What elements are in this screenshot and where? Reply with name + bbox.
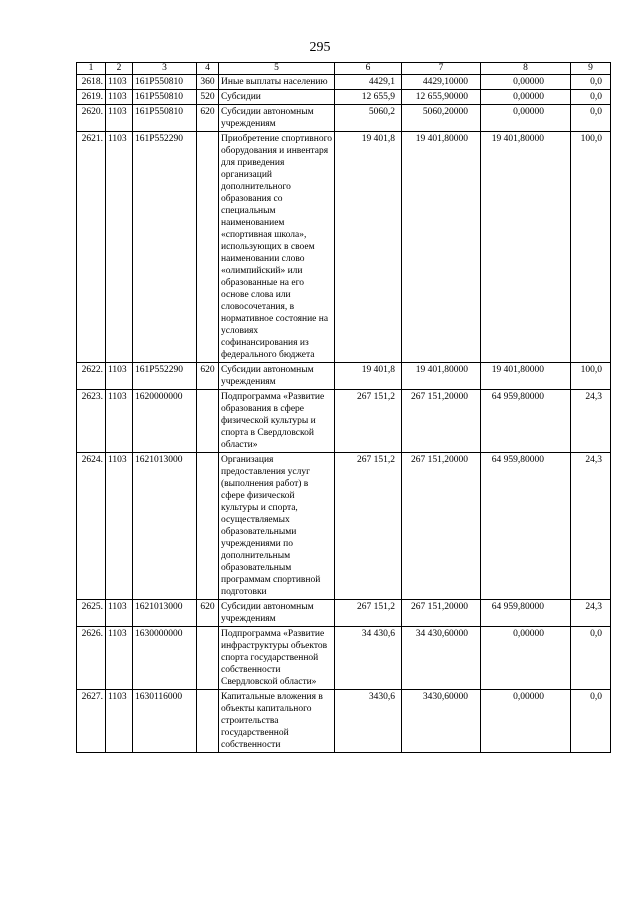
row-number-cell: 2621.	[77, 132, 106, 363]
percent-cell: 24,3	[571, 390, 611, 453]
item-name-cell: Капитальные вложения в объекты капитального строительства государственной собственности	[219, 690, 335, 753]
item-name-cell: Субсидии автономным учреждениям	[219, 105, 335, 132]
approved-amount-cell: 267 151,2	[335, 390, 402, 453]
row-number-cell: 2619.	[77, 90, 106, 105]
expense-type-cell	[197, 627, 219, 690]
target-code-cell: 1630116000	[133, 690, 197, 753]
section-code-cell: 1103	[106, 390, 133, 453]
expense-type-cell	[197, 132, 219, 363]
expense-type-cell	[197, 690, 219, 753]
expense-type-cell: 520	[197, 90, 219, 105]
item-name-cell: Подпрограмма «Развитие образования в сфере физической культуры и спорта в Свердловской области»	[219, 390, 335, 453]
target-code-cell: 1630000000	[133, 627, 197, 690]
executed-amount-cell: 0,00000	[481, 627, 571, 690]
executed-amount-cell: 0,00000	[481, 75, 571, 90]
percent-cell: 100,0	[571, 363, 611, 390]
target-code-cell: 161P550810	[133, 90, 197, 105]
expense-type-cell: 620	[197, 105, 219, 132]
header-cell: 3	[133, 63, 197, 75]
approved-amount-cell: 267 151,2	[335, 453, 402, 600]
header-row	[77, 63, 611, 75]
executed-amount-cell: 0,00000	[481, 90, 571, 105]
item-name-cell: Субсидии автономным учреждениям	[219, 363, 335, 390]
table-row	[77, 105, 611, 132]
executed-amount-cell: 64 959,80000	[481, 453, 571, 600]
item-name-cell: Субсидии	[219, 90, 335, 105]
approved-amount-cell: 267 151,2	[335, 600, 402, 627]
planned-amount-cell: 19 401,80000	[402, 363, 481, 390]
executed-amount-cell: 0,00000	[481, 690, 571, 753]
approved-amount-cell: 19 401,8	[335, 363, 402, 390]
header-cell: 6	[335, 63, 402, 75]
row-number-cell: 2625.	[77, 600, 106, 627]
section-code-cell: 1103	[106, 90, 133, 105]
row-number-cell: 2626.	[77, 627, 106, 690]
expense-type-cell	[197, 390, 219, 453]
percent-cell: 0,0	[571, 105, 611, 132]
planned-amount-cell: 3430,60000	[402, 690, 481, 753]
planned-amount-cell: 19 401,80000	[402, 132, 481, 363]
expense-type-cell: 620	[197, 600, 219, 627]
table-row	[77, 132, 611, 363]
section-code-cell: 1103	[106, 600, 133, 627]
target-code-cell: 1621013000	[133, 453, 197, 600]
section-code-cell: 1103	[106, 363, 133, 390]
percent-cell: 0,0	[571, 690, 611, 753]
target-code-cell: 161P552290	[133, 132, 197, 363]
expense-type-cell: 360	[197, 75, 219, 90]
expense-type-cell: 620	[197, 363, 219, 390]
approved-amount-cell: 5060,2	[335, 105, 402, 132]
percent-cell: 0,0	[571, 627, 611, 690]
row-number-cell: 2620.	[77, 105, 106, 132]
section-code-cell: 1103	[106, 105, 133, 132]
percent-cell: 0,0	[571, 90, 611, 105]
item-name-cell: Приобретение спортивного оборудования и инвентаря для приведения организаций дополнительного образования со специальным наименованием «спортивная школа», использующих в своем наименовании слово «олимпийский» или образованные на его основе слова или словосочетания, в нормативное состояние на условиях софинансирования из федерального бюджета	[219, 132, 335, 363]
planned-amount-cell: 34 430,60000	[402, 627, 481, 690]
planned-amount-cell: 267 151,20000	[402, 390, 481, 453]
item-name-cell: Подпрограмма «Развитие инфраструктуры объектов спорта государственной собственности Свердловской области»	[219, 627, 335, 690]
table-row	[77, 627, 611, 690]
executed-amount-cell: 64 959,80000	[481, 600, 571, 627]
item-name-cell: Иные выплаты населению	[219, 75, 335, 90]
row-number-cell: 2624.	[77, 453, 106, 600]
item-name-cell: Организация предоставления услуг (выполнения работ) в сфере физической культуры и спорта, осуществляемых образовательными учреждениями по дополнительным образовательным программам спортивной подготовки	[219, 453, 335, 600]
section-code-cell: 1103	[106, 690, 133, 753]
percent-cell: 24,3	[571, 600, 611, 627]
planned-amount-cell: 267 151,20000	[402, 600, 481, 627]
row-number-cell: 2622.	[77, 363, 106, 390]
header-cell: 1	[77, 63, 106, 75]
approved-amount-cell: 4429,1	[335, 75, 402, 90]
percent-cell: 24,3	[571, 453, 611, 600]
target-code-cell: 161P550810	[133, 105, 197, 132]
section-code-cell: 1103	[106, 75, 133, 90]
table-row	[77, 453, 611, 600]
header-cell: 2	[106, 63, 133, 75]
approved-amount-cell: 12 655,9	[335, 90, 402, 105]
page-number: 295	[309, 40, 331, 55]
header-cell: 5	[219, 63, 335, 75]
percent-cell: 0,0	[571, 75, 611, 90]
percent-cell: 100,0	[571, 132, 611, 363]
section-code-cell: 1103	[106, 453, 133, 600]
target-code-cell: 1620000000	[133, 390, 197, 453]
planned-amount-cell: 5060,20000	[402, 105, 481, 132]
section-code-cell: 1103	[106, 132, 133, 363]
planned-amount-cell: 4429,10000	[402, 75, 481, 90]
row-number-cell: 2623.	[77, 390, 106, 453]
executed-amount-cell: 19 401,80000	[481, 363, 571, 390]
executed-amount-cell: 64 959,80000	[481, 390, 571, 453]
planned-amount-cell: 267 151,20000	[402, 453, 481, 600]
header-cell: 7	[402, 63, 481, 75]
item-name-cell: Субсидии автономным учреждениям	[219, 600, 335, 627]
header-cell: 4	[197, 63, 219, 75]
table-row	[77, 600, 611, 627]
header-cell: 9	[571, 63, 611, 75]
approved-amount-cell: 34 430,6	[335, 627, 402, 690]
target-code-cell: 161P552290	[133, 363, 197, 390]
section-code-cell: 1103	[106, 627, 133, 690]
header-cell: 8	[481, 63, 571, 75]
target-code-cell: 1621013000	[133, 600, 197, 627]
target-code-cell: 161P550810	[133, 75, 197, 90]
planned-amount-cell: 12 655,90000	[402, 90, 481, 105]
table-row	[77, 75, 611, 90]
executed-amount-cell: 19 401,80000	[481, 132, 571, 363]
approved-amount-cell: 3430,6	[335, 690, 402, 753]
budget-table	[76, 62, 611, 753]
row-number-cell: 2618.	[77, 75, 106, 90]
approved-amount-cell: 19 401,8	[335, 132, 402, 363]
table-row	[77, 90, 611, 105]
table-row	[77, 390, 611, 453]
row-number-cell: 2627.	[77, 690, 106, 753]
executed-amount-cell: 0,00000	[481, 105, 571, 132]
table-row	[77, 690, 611, 753]
table-row	[77, 363, 611, 390]
expense-type-cell	[197, 453, 219, 600]
